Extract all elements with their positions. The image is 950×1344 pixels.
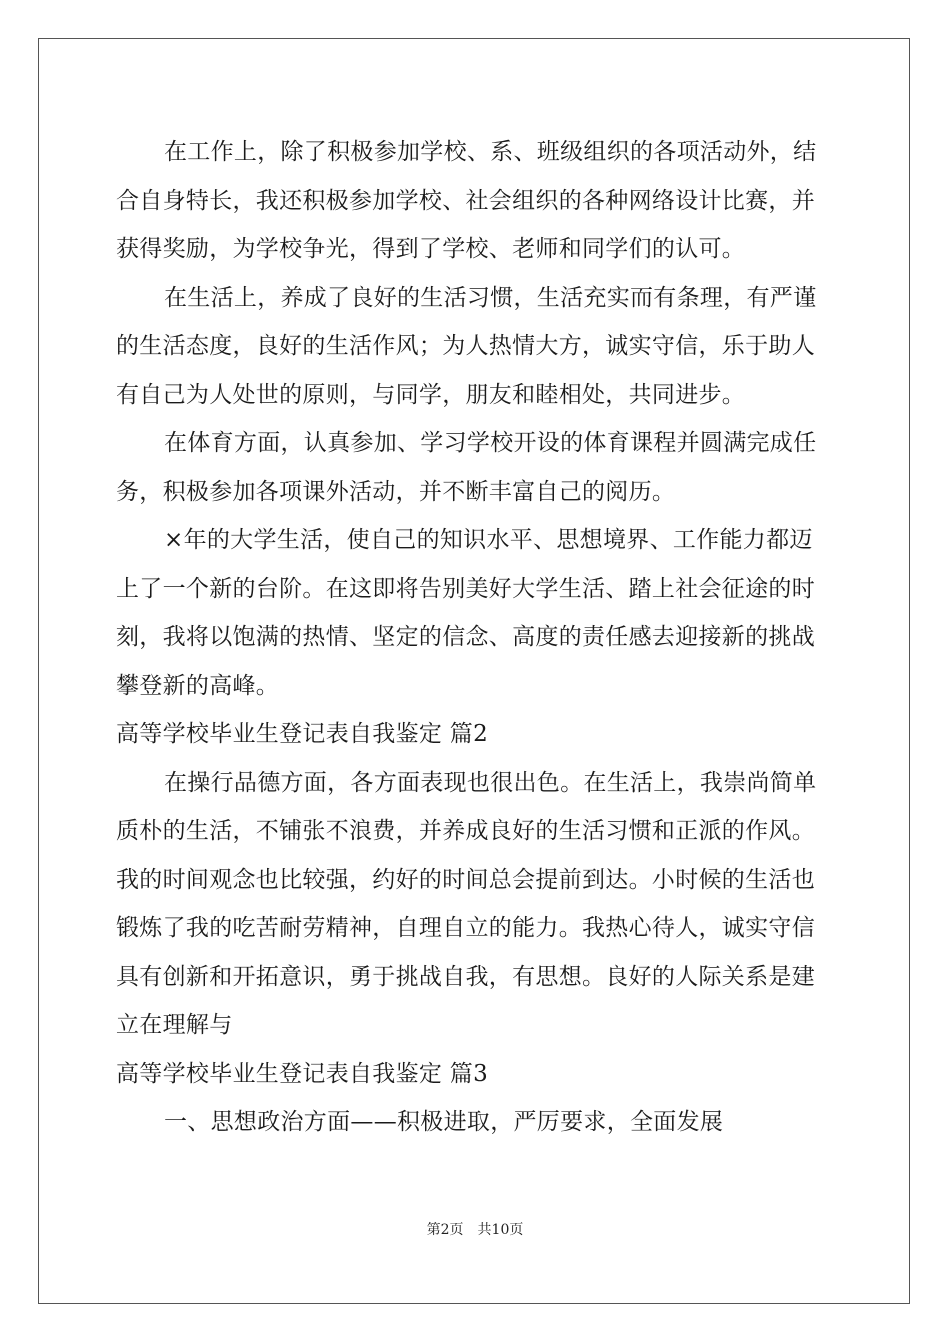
paragraph-line: 在体育方面，认真参加、学习学校开设的体育课程并圆满完成任 (164, 430, 817, 456)
paragraph-line: 合自身特长，我还积极参加学校、社会组织的各种网络设计比赛，并 (116, 187, 815, 214)
paragraph-line: 上了一个新的台阶。在这即将告别美好大学生活、踏上社会征途的时 (116, 575, 815, 602)
paragraph-line: 具有创新和开拓意识，勇于挑战自我，有思想。良好的人际关系是建 (116, 963, 815, 990)
page-number-footer: 第2页 共10页 (426, 1222, 524, 1238)
section-heading: 高等学校毕业生登记表自我鉴定 篇2 (116, 721, 489, 747)
paragraph-line: 在工作上，除了积极参加学校、系、班级组织的各项活动外，结 (164, 139, 817, 165)
paragraph-line: 务，积极参加各项课外活动，并不断丰富自己的阅历。 (116, 478, 676, 505)
paragraph-line: 攀登新的高峰。 (116, 672, 280, 699)
paragraph-line: 有自己为人处世的原则，与同学，朋友和睦相处，共同进步。 (116, 381, 746, 408)
paragraph-line: ×年的大学生活，使自己的知识水平、思想境界、工作能力都迈 (164, 527, 813, 553)
paragraph-line: 我的时间观念也比较强，约好的时间总会提前到达。小时候的生活也 (116, 866, 815, 893)
paragraph-line: 立在理解与 (116, 1012, 233, 1038)
paragraph-line: 刻，我将以饱满的热情、坚定的信念、高度的责任感去迎接新的挑战 (116, 624, 815, 650)
paragraph-line: 质朴的生活，不铺张不浪费，并养成良好的生活习惯和正派的作风。 (116, 818, 815, 844)
section-heading: 高等学校毕业生登记表自我鉴定 篇3 (116, 1060, 489, 1087)
paragraph-line: 的生活态度，良好的生活作风；为人热情大方，诚实守信，乐于助人 (116, 333, 815, 359)
paragraph-line: 获得奖励，为学校争光，得到了学校、老师和同学们的认可。 (116, 236, 746, 262)
paragraph-line: 在操行品德方面，各方面表现也很出色。在生活上，我崇尚简单 (164, 769, 817, 796)
paragraph-line: 在生活上，养成了良好的生活习惯，生活充实而有条理，有严谨 (164, 284, 817, 311)
document-body (116, 128, 836, 1147)
paragraph-line: 一、思想政治方面——积极进取，严厉要求，全面发展 (164, 1109, 724, 1135)
paragraph-line: 锻炼了我的吃苦耐劳精神，自理自立的能力。我热心待人，诚实守信 (116, 915, 815, 941)
